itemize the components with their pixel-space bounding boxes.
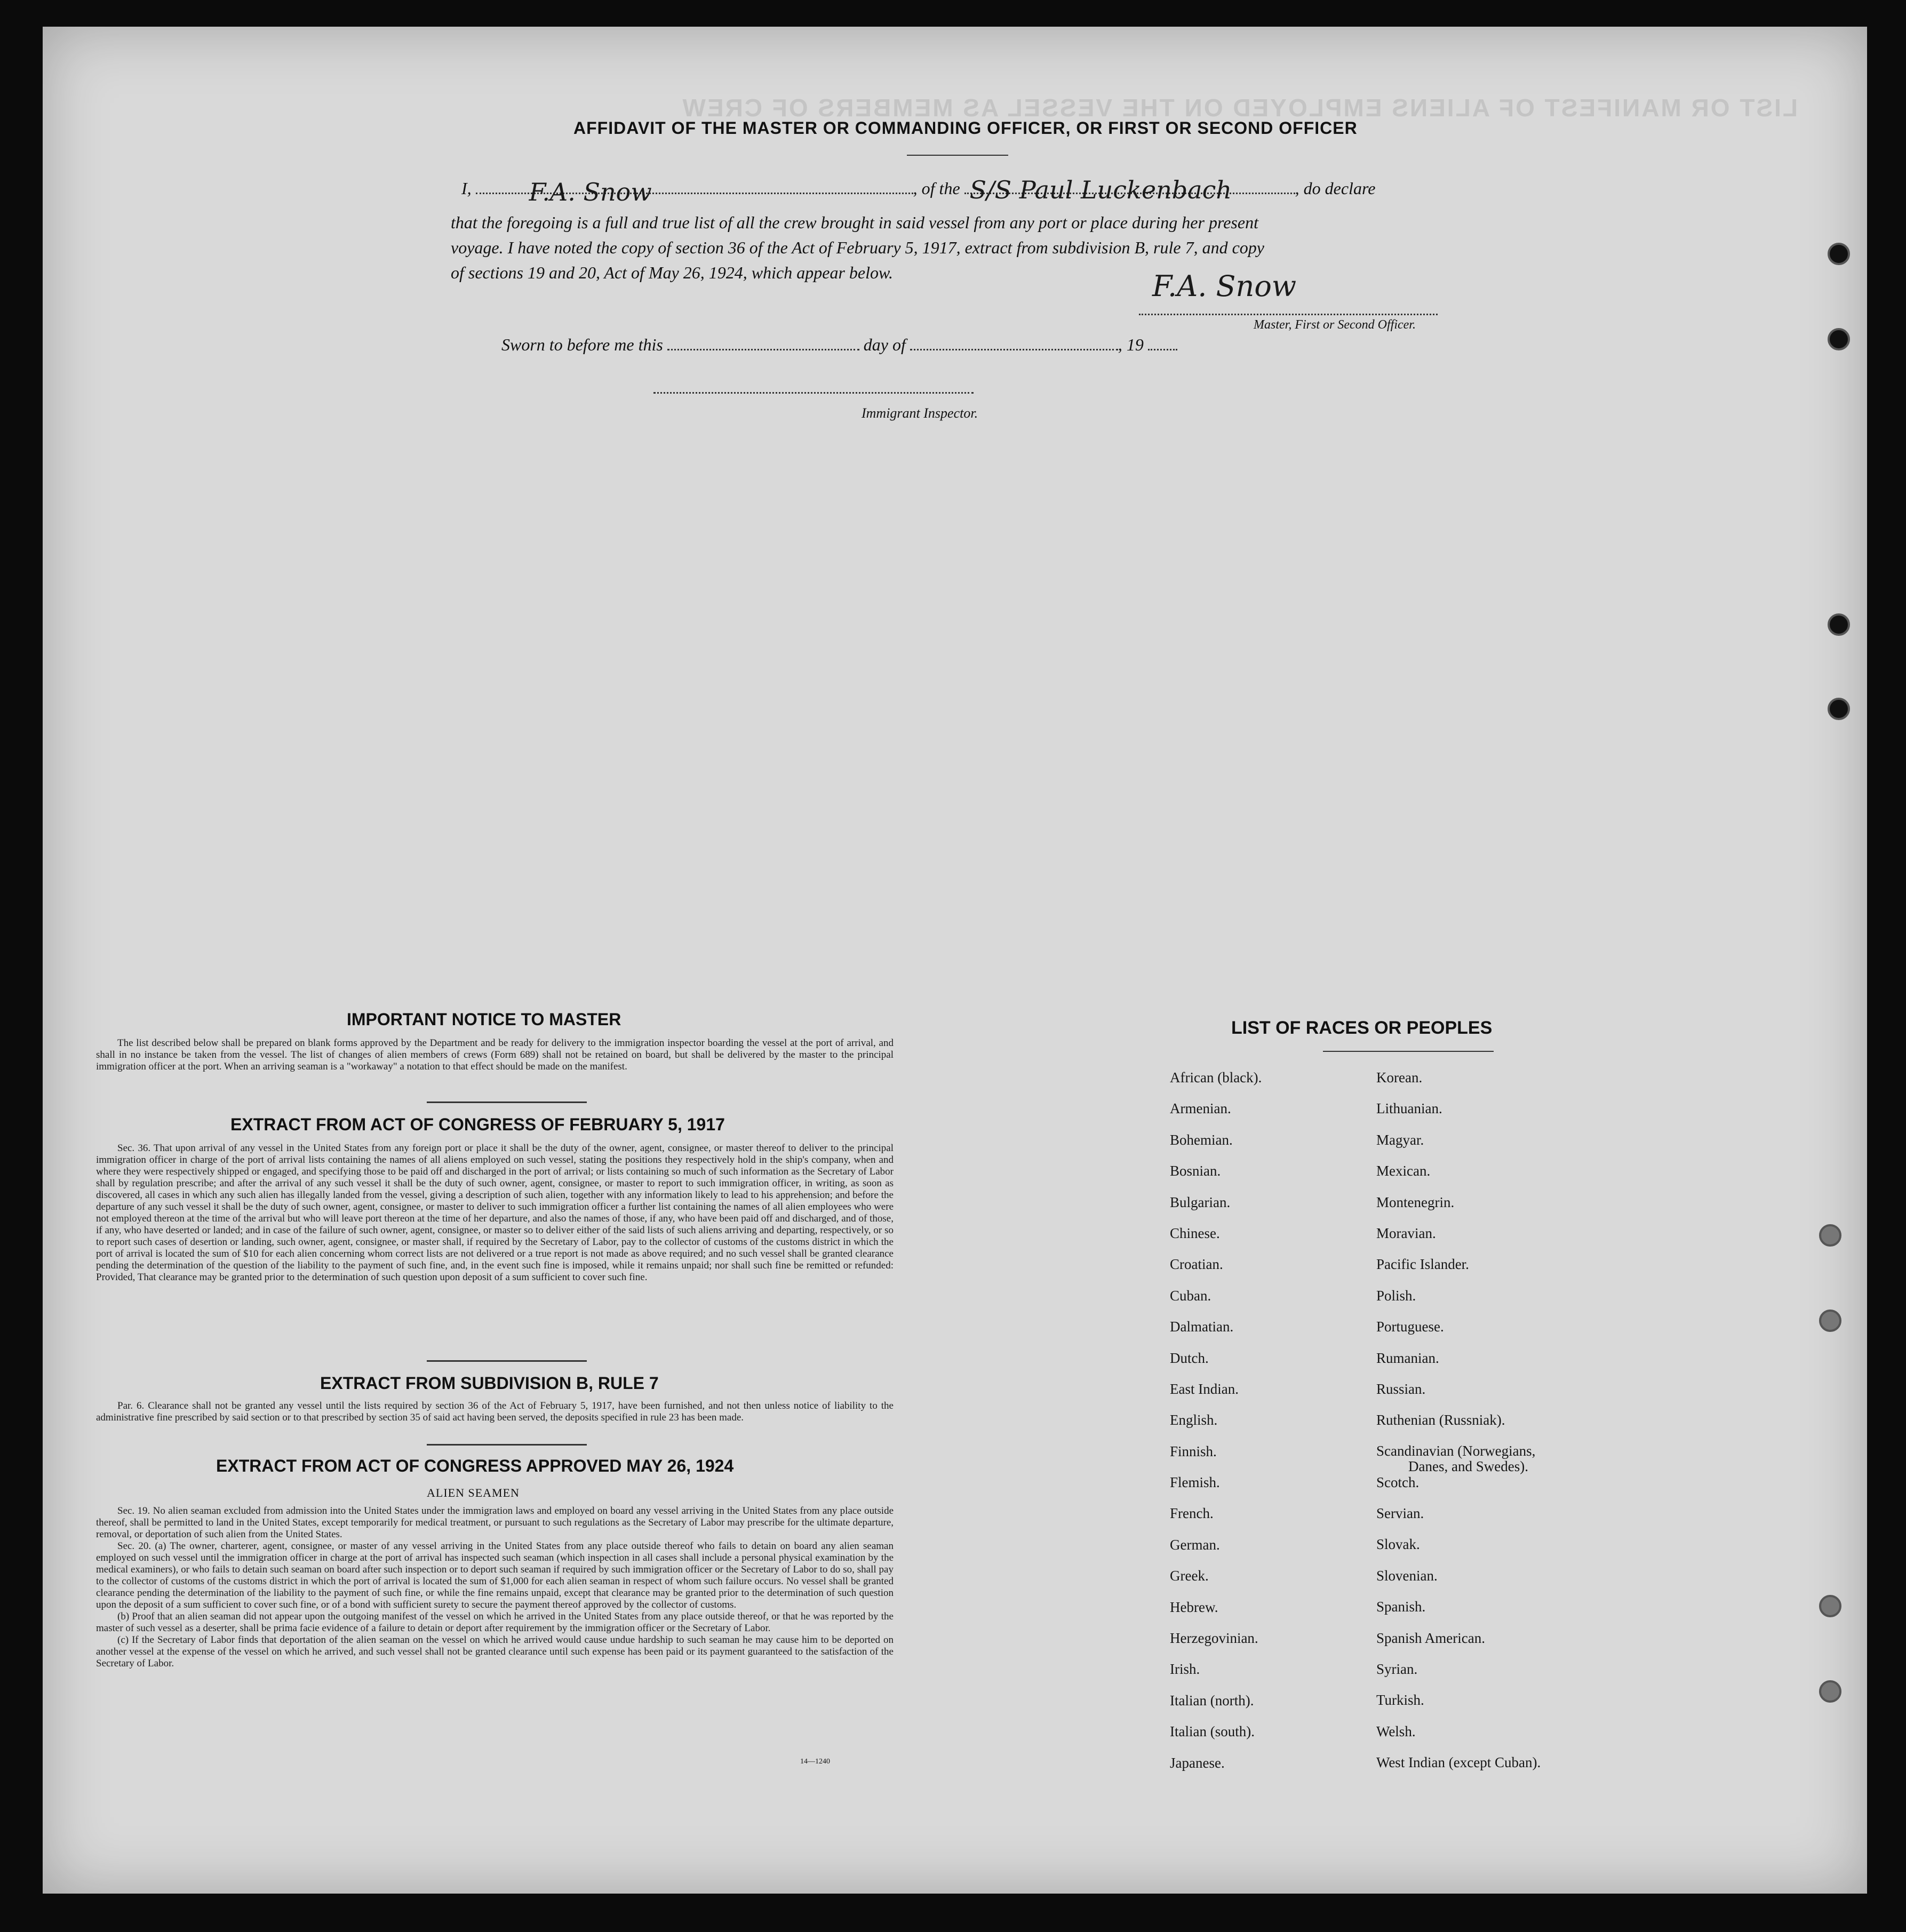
- sec19-text: Sec. 19. No alien seaman excluded from admission into the United States under the immigration laws and employed on board any vessel arriving in the United States from any place outside thereof, shall be permitted to land in the United States, except temporarily for medical treatment, or pursuant to such regulations as the Secretary of Labor may prescribe for the ultimate departure, removal, or deportation of such alien from the United States.: [96, 1505, 894, 1540]
- race-item: German.: [1170, 1536, 1220, 1553]
- vessel-name-field: [964, 175, 1295, 204]
- day-of-label: day of: [863, 335, 906, 354]
- races-column-1: [1170, 1069, 1262, 1786]
- race-item: Welsh.: [1376, 1723, 1416, 1739]
- race-item: Magyar.: [1376, 1131, 1424, 1148]
- binder-hole: [1828, 328, 1850, 350]
- race-item: Moravian.: [1376, 1225, 1436, 1241]
- sworn-label: Sworn to before me this: [501, 335, 663, 354]
- do-declare-label: , do declare: [1295, 179, 1376, 198]
- sworn-year-field: [1148, 349, 1177, 350]
- race-item: Dalmatian.: [1170, 1319, 1234, 1335]
- race-item: Mexican.: [1376, 1163, 1431, 1179]
- extract-1924-title: EXTRACT FROM ACT OF CONGRESS APPROVED MAY 26, 1924: [216, 1456, 734, 1475]
- race-item: Lithuanian.: [1376, 1100, 1442, 1117]
- alien-seamen-subtitle: ALIEN SEAMEN: [427, 1486, 520, 1499]
- race-item: Croatian.: [1170, 1256, 1223, 1273]
- race-item: Spanish.: [1376, 1599, 1426, 1615]
- race-item: Cuban.: [1170, 1287, 1211, 1304]
- race-item: Bosnian.: [1170, 1163, 1221, 1179]
- binder-hole: [1828, 698, 1850, 720]
- signature-caption: Master, First or Second Officer.: [1254, 318, 1416, 332]
- extract-1917-title: EXTRACT FROM ACT OF CONGRESS OF FEBRUARY 5, 1917: [230, 1115, 725, 1134]
- race-item: [1376, 1443, 1541, 1474]
- extract-1917-text: Sec. 36. That upon arrival of any vessel in the United States from any foreign port or place it shall be the duty of the owner, agent, consignee, or master thereof to deliver to the principal immigration officer in charge of the port of arrival lists containing the names of all aliens employed on such vessel, stating the positions they respectively hold in the ship's company, when and where they were respectively shipped or engaged, and specifying those to be paid off and discharged in the port of arrival; or lists containing so much of such information as the Secretary of Labor shall by regulation prescribe; and after the arrival of any such vessel it shall be the duty of such owner, agent, consignee, or master to report to such immigration officer, in writing, as soon as discovered, all cases in which any such alien has illegally landed from the vessel, giving a description of such alien, together with any information likely to lead to his apprehension; and before the departure of any such vessel it shall be the duty of such owner, agent, consignee, or master to deliver to such immigration officer a further list containing the names of all alien employees who were not employed thereon at the time of the arrival but who will leave port thereon at the time of her departure, and also the names of those, if any, who have been paid off and discharged, and of those, if any, who have deserted or landed; and in case of the failure of such owner, agent, consignee, or master so to deliver either of the said lists of such aliens arriving and departing, respectively, or so to report such cases of desertion or landing, such owner, agent, consignee, or master shall, if required by the Secretary of Labor, pay to the collector of customs of the customs district in which the port of arrival is located the sum of $10 for each alien concerning whom correct lists are not delivered or a true report is not made as above required; and no such vessel shall be granted clearance pending the determination of the question of the liability to the payment of such fine, and, in the event such fine is imposed, while it remains unpaid; nor shall such fine be remitted or refunded: Provided, That clearance may be granted prior to the determination of such question upon deposit of a sum sufficient to cover such fine.: [96, 1143, 894, 1283]
- notice-text: The list described below shall be prepared on blank forms approved by the Department and be ready for delivery to the immigration inspector boarding the vessel at the port of arrival, and shall in no instance be taken from the vessel. The list of changes of alien members of crews (Form 689) shall not be retained on board, but shall be delivered by the master to the principal immigration officer at the port. When an arriving seaman is a "workaway" a notation to that effect should be made on the manifest.: [96, 1037, 894, 1072]
- race-item: French.: [1170, 1505, 1214, 1522]
- master-name: F.A. Snow: [529, 178, 652, 206]
- year-prefix: , 19: [1118, 335, 1144, 354]
- extract-rule7-title: EXTRACT FROM SUBDIVISION B, RULE 7: [320, 1374, 659, 1393]
- race-item: Syrian.: [1376, 1661, 1418, 1678]
- race-item: Japanese.: [1170, 1754, 1225, 1771]
- race-item: Korean.: [1376, 1069, 1423, 1085]
- binder-hole: [1819, 1310, 1841, 1332]
- extract-1917-text-block: [96, 1143, 894, 1283]
- race-item-line: Scandinavian (Norwegians,: [1376, 1442, 1536, 1459]
- race-item: Ruthenian (Russniak).: [1376, 1412, 1505, 1428]
- sworn-line: [501, 335, 1177, 355]
- section-rule: [427, 1444, 587, 1446]
- affidavit-declaration-line: [461, 175, 1376, 206]
- race-item: Bulgarian.: [1170, 1194, 1231, 1210]
- affidavit-body-line: that the foregoing is a full and true list of all the crew brought in said vessel from any port or place during her present: [451, 213, 1258, 232]
- races-column-2: [1376, 1069, 1541, 1786]
- race-item: Rumanian.: [1376, 1350, 1439, 1366]
- race-item-continuation: Danes, and Swedes).: [1408, 1458, 1528, 1474]
- race-item: Dutch.: [1170, 1350, 1209, 1366]
- i-label: I,: [461, 179, 472, 198]
- binder-hole: [1828, 243, 1850, 265]
- sworn-day-field: [667, 349, 859, 350]
- races-title-rule: [1323, 1051, 1494, 1052]
- vessel-name: S/S Paul Luckenbach: [969, 175, 1232, 204]
- sec20b-text: (b) Proof that an alien seaman did not appear upon the outgoing manifest of the vessel on which he arrived in the United States from any place outside thereof, or that he was reported by the master of such vessel as a deserter, shall be prima facie evidence of a failure to detain or deport after requirement by the immigration officer or the Secretary of Labor.: [96, 1611, 894, 1634]
- sec20a-text: Sec. 20. (a) The owner, charterer, agent, consignee, or master of any vessel arriving in the United States from any place outside thereof who fails to detain on board any alien seaman employed on such vessel until the immigration officer in charge at the port of arrival has inspected such seaman (which inspection in all cases shall include a personal physical examination by the medical examiners), or who fails to detain such seaman on board after such inspection or to deport such seaman if required by such immigration officer or the Secretary of Labor to do so, shall pay to the collector of customs of the customs district in which the port of arrival is located the sum of $1,000 for each alien seaman in respect of whom such failure occurs. No vessel shall be granted clearance pending the determination of the liability to the payment of such fine, or while the fine remains unpaid, except that clearance may be granted prior to the determination of such question upon the deposit of a sum sufficient to cover such fine, or of a bond with sufficient surety to secure the payment thereof approved by the collector of customs.: [96, 1540, 894, 1610]
- inspector-caption: Immigrant Inspector.: [862, 405, 978, 421]
- signature-line: [1139, 314, 1438, 315]
- race-item: Irish.: [1170, 1661, 1200, 1678]
- race-item: Pacific Islander.: [1376, 1256, 1469, 1273]
- race-item: East Indian.: [1170, 1380, 1239, 1397]
- race-item: West Indian (except Cuban).: [1376, 1754, 1541, 1771]
- title-rule: [907, 155, 1008, 156]
- notice-text-block: [96, 1037, 894, 1073]
- of-the-label: , of the: [913, 179, 960, 198]
- extract-rule7-text: Par. 6. Clearance shall not be granted any vessel until the lists required by section 36 of the Act of February 5, 1917, have been furnished, and not then unless notice of liability to the administrative fine prescribed by said section or to that prescribed by section 35 of said act having been served, the deposits specified in rule 23 has been made.: [96, 1400, 894, 1423]
- notice-title: IMPORTANT NOTICE TO MASTER: [347, 1010, 621, 1029]
- race-item: Polish.: [1376, 1287, 1416, 1304]
- race-item: Greek.: [1170, 1568, 1209, 1584]
- race-item: Slovenian.: [1376, 1567, 1438, 1584]
- race-item: Spanish American.: [1376, 1630, 1485, 1646]
- master-name-field: [476, 178, 913, 206]
- binder-hole: [1828, 613, 1850, 636]
- race-item: Bohemian.: [1170, 1131, 1233, 1148]
- extract-rule7-text-block: [96, 1400, 894, 1424]
- binder-hole: [1819, 1224, 1841, 1247]
- race-item: Armenian.: [1170, 1100, 1231, 1117]
- race-item: Montenegrin.: [1376, 1194, 1455, 1210]
- binder-hole: [1819, 1680, 1841, 1703]
- inspector-signature-line: [653, 392, 974, 394]
- race-item: Italian (south).: [1170, 1723, 1255, 1740]
- race-item: African (black).: [1170, 1069, 1262, 1085]
- race-item: Russian.: [1376, 1380, 1426, 1397]
- affidavit-body: [451, 210, 1475, 285]
- sworn-month-field: [910, 349, 1118, 350]
- race-item: Flemish.: [1170, 1474, 1220, 1491]
- race-item: Chinese.: [1170, 1225, 1220, 1241]
- race-item: Servian.: [1376, 1505, 1424, 1522]
- bleed-through-text: LIST OR MANIFEST OF ALIENS EMPLOYED ON THE VESSEL AS MEMBERS OF CREW: [681, 94, 1798, 122]
- binder-hole: [1819, 1595, 1841, 1617]
- race-item: Slovak.: [1376, 1536, 1420, 1553]
- race-item: Finnish.: [1170, 1443, 1217, 1459]
- section-rule: [427, 1101, 587, 1103]
- races-title: LIST OF RACES OR PEOPLES: [1231, 1018, 1493, 1038]
- race-item: Italian (north).: [1170, 1692, 1254, 1709]
- form-number: 14—1240: [800, 1758, 830, 1766]
- affidavit-title: AFFIDAVIT OF THE MASTER OR COMMANDING OFFICER, OR FIRST OR SECOND OFFICER: [573, 118, 1358, 138]
- race-item: Scotch.: [1376, 1474, 1419, 1490]
- affidavit-body-line: of sections 19 and 20, Act of May 26, 1924, which appear below.: [451, 263, 893, 282]
- race-item: Herzegovinian.: [1170, 1630, 1258, 1647]
- affidavit-body-line: voyage. I have noted the copy of section 36 of the Act of February 5, 1917, extract from subdivision B, rule 7, and copy: [451, 238, 1264, 257]
- race-item: Portuguese.: [1376, 1319, 1444, 1335]
- master-signature: F.A. Snow: [1152, 269, 1297, 303]
- race-item: Turkish.: [1376, 1692, 1424, 1709]
- extract-1924-text-block: [96, 1505, 894, 1670]
- sec20c-text: (c) If the Secretary of Labor finds that deportation of the alien seaman on the vessel on which he arrived would cause undue hardship to such seaman he may cause him to be deported on another vessel at the expense of the vessel on which he arrived, and such vessel shall not be granted clearance until such expense has been paid or its payment guaranteed to the satisfaction of the Secretary of Labor.: [96, 1634, 894, 1669]
- race-item: English.: [1170, 1412, 1218, 1428]
- race-item: Hebrew.: [1170, 1599, 1218, 1615]
- section-rule: [427, 1360, 587, 1362]
